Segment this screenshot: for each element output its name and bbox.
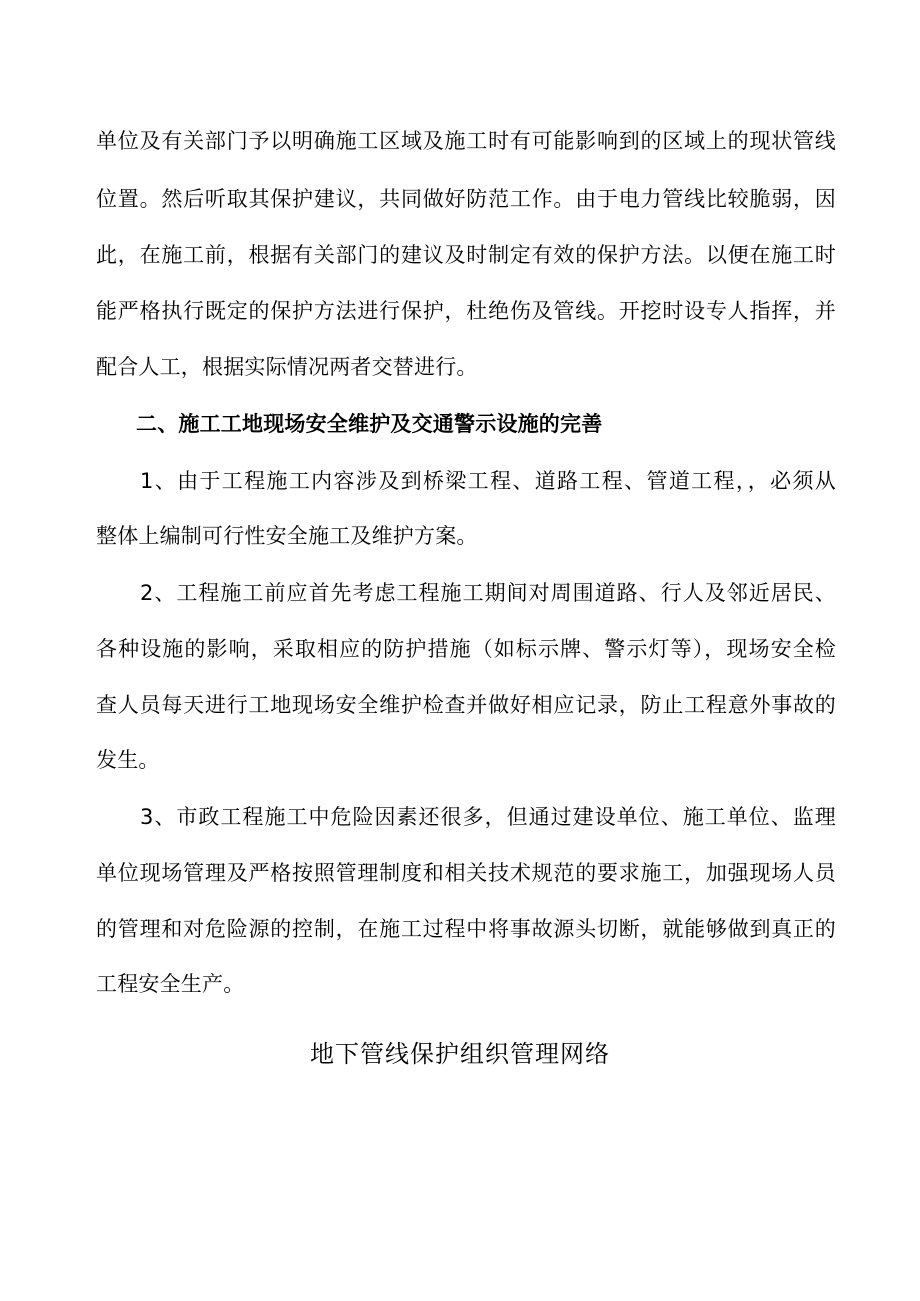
item-3-line: 单位现场管理及严格按照管理制度和相关技术规范的要求施工，加强现场人员: [96, 861, 836, 885]
paragraph-line: 此，在施工前，根据有关部门的建议及时制定有效的保护方法。以便在施工时: [96, 243, 836, 267]
item-3-line: 的管理和对危险源的控制，在施工过程中将事故源头切断，就能够做到真正的: [96, 917, 836, 941]
item-2-line: 2、工程施工前应首先考虑工程施工期间对周围道路、行人及邻近居民、: [140, 581, 836, 605]
paragraph-line: 单位及有关部门予以明确施工区域及施工时有可能影响到的区域上的现状管线: [96, 129, 836, 153]
item-2-line: 查人员每天进行工地现场安全维护检查并做好相应记录，防止工程意外事故的: [96, 693, 836, 717]
paragraph-line: 配合人工，根据实际情况两者交替进行。: [96, 355, 478, 379]
network-title: 地下管线保护组织管理网络: [310, 1040, 610, 1068]
item-3-line: 工程安全生产。: [96, 972, 245, 996]
item-2-line: 发生。: [96, 748, 160, 772]
item-2-line: 各种设施的影响，采取相应的防护措施（如标示牌、警示灯等），现场安全检: [96, 637, 836, 661]
section-heading: 二、施工工地现场安全维护及交通警示设施的完善: [136, 412, 603, 436]
paragraph-line: 能严格执行既定的保护方法进行保护，杜绝伤及管线。开挖时设专人指挥，并: [96, 299, 836, 323]
item-1-line: 1、由于工程施工内容涉及到桥梁工程、道路工程、管道工程，，必须从: [140, 469, 836, 493]
paragraph-line: 位置。然后听取其保护建议，共同做好防范工作。由于电力管线比较脆弱，因: [96, 187, 836, 211]
item-1-line: 整体上编制可行性安全施工及维护方案。: [96, 524, 478, 548]
item-3-line: 3、市政工程施工中危险因素还很多，但通过建设单位、施工单位、监理: [140, 805, 836, 829]
